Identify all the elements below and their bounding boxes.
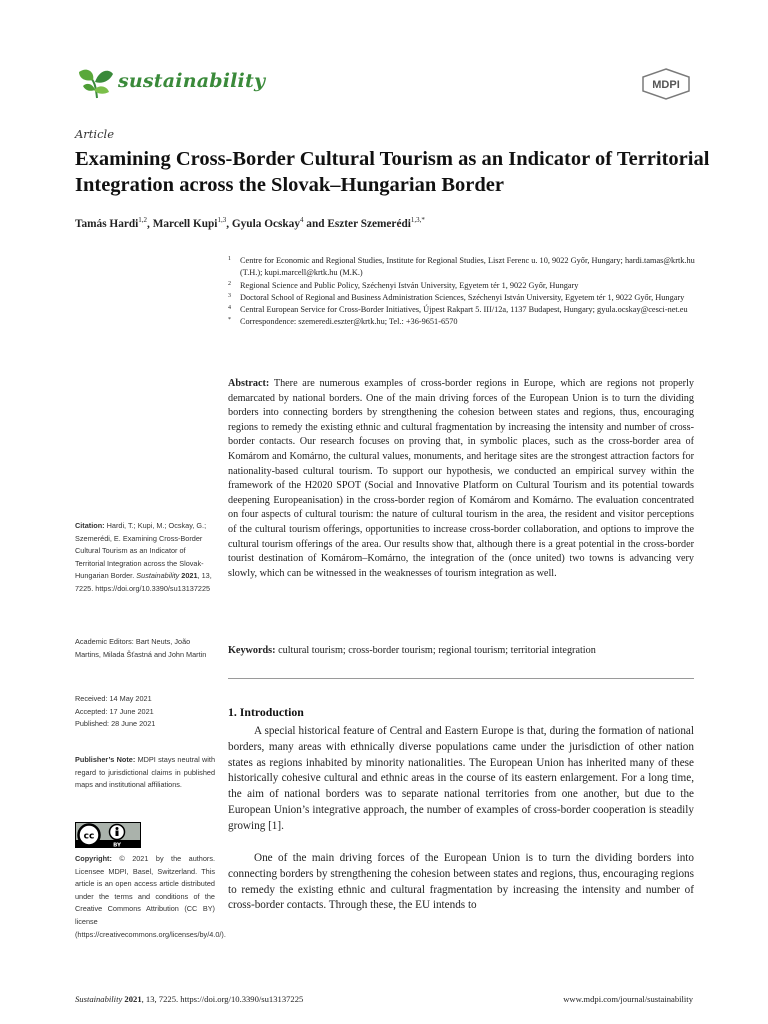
abstract-text: There are numerous examples of cross-border regions in Europe, which are regions not properly demarcated by national borders. One of the main driving forces of the European Union is to turn the dividing borders into connecting borders by strengthening the cohesion between states and regions, thus, encouraging regions to remedy the existing ethnic and cultural fragmentation by increasing the intensity and number of cross-border contacts. Our research focuses on proving that, in symbolic places, such as the cross-border area of Komárom and Komárno, the cultural values, monuments, and heritage sites are the strongest attraction factors for nationality-based cultural tourism. To support our hypothesis, we conducted an empirical survey within the framework of the H2020 SPOT (Social and Innovative Platform on Cultural Tourism and its potential towards deepening Europeanisation) in the cross-border region of Komárom and Komárno. The evaluation concentrated on four aspects of cultural tourism: the nature of cultural tourism in the area, the resident and visitor perceptions of the cultural tourism offerings, opportunities to increase cross-border collaboration, and options to improve the cultural tourism offerings of the area. Our results show that, although there is a great potential in the cross-border tourist destination of Komárom–Komárno, the integration of the (once united) two towns is advancing very slowly, which can be witnessed in the weaknesses of tourism integration as well. bbox=[228, 378, 694, 579]
affiliations bbox=[228, 255, 698, 329]
citation-journal: Sustainability bbox=[136, 571, 180, 581]
keywords-label: Keywords: bbox=[228, 645, 276, 656]
copyright-label: Copyright: bbox=[75, 854, 112, 863]
keywords bbox=[228, 644, 694, 659]
affiliation-number: 4 bbox=[228, 305, 231, 312]
footer-doi[interactable]: , 13, 7225. https://doi.org/10.3390/su13137225 bbox=[141, 994, 304, 1004]
citation-year: 2021 bbox=[181, 571, 198, 581]
affiliation-number: * bbox=[228, 317, 231, 324]
article-title: Examining Cross-Border Cultural Tourism as an Indicator of Territorial Integration across the Slovak–Hungarian Border bbox=[75, 148, 710, 196]
author-affiliation-marker: 4 bbox=[299, 216, 304, 224]
author-list bbox=[75, 216, 715, 230]
received-date: Received: 14 May 2021 bbox=[75, 694, 152, 703]
leaf-icon bbox=[79, 70, 113, 98]
author-affiliation-marker: 1,3 bbox=[217, 216, 227, 224]
copyright-block bbox=[75, 853, 226, 941]
article-type: Article bbox=[75, 127, 115, 141]
author-separator: , bbox=[226, 217, 232, 230]
publisher-note-label: Publisher’s Note: bbox=[75, 755, 136, 764]
affiliation-text: Correspondence: szemeredi.eszter@krtk.hu; Tel.: +36-9651-6570 bbox=[240, 317, 458, 327]
author-name: Marcell Kupi bbox=[152, 217, 218, 230]
journal-name: sustainability bbox=[118, 70, 266, 92]
author-name: Tamás Hardi bbox=[75, 217, 139, 230]
svg-text:cc: cc bbox=[83, 831, 95, 842]
affiliation-item bbox=[228, 255, 698, 280]
author-separator: and bbox=[303, 217, 328, 230]
citation-doi[interactable]: , 13, 7225. https://doi.org/10.3390/su13137225 bbox=[75, 571, 212, 593]
affiliation-number: 1 bbox=[228, 256, 231, 262]
intro-heading: 1. Introduction bbox=[228, 705, 304, 719]
publisher-note bbox=[75, 754, 215, 792]
footer-year: 2021 bbox=[124, 994, 142, 1004]
section-divider bbox=[228, 678, 694, 679]
author-affiliation-marker: 1,2 bbox=[138, 216, 148, 224]
published-date: Published: 28 June 2021 bbox=[75, 719, 156, 729]
accepted-date: Accepted: 17 June 2021 bbox=[75, 706, 154, 716]
citation-text: Hardi, T.; Kupi, M.; Ocskay, G.; Szemerédi, E. Examining Cross-Border Cultural Tourism as an Indicator of Territorial Integration across the Slovak-Hungarian Border. bbox=[75, 521, 207, 581]
affiliation-item bbox=[228, 280, 698, 292]
affiliation-text: Regional Science and Public Policy, Széchenyi István University, Egyetem tér 1, 9022 Győr, Hungary bbox=[240, 280, 579, 290]
citation-label: Citation: bbox=[75, 521, 105, 530]
intro-paragraph-2: One of the main driving forces of the European Union is to turn the dividing borders into connecting borders by strengthening the cohesion between states and regions, thus, encouraging regions to remedy the existing ethnic and cultural fragmentation by increasing the intensity and number of cross-border contacts. Through these, the EU intends to bbox=[228, 852, 694, 912]
intro-paragraph-1: A special historical feature of Central and Eastern Europe is that, during the formation of national borders, many areas with ethnically diverse populations came under the jurisdiction of other nation states as regions inhabited by minority nationalities. The European Union has inherited many of these historically cohesive cultural and ethnic areas in the course of its eastern enlargement. For a long time, the aim of national borders was to separate national territories from one another, but due to the European Union’s integrative approach, the number of examples of cross-border cooperation is steadily growing [1]. bbox=[228, 725, 694, 832]
affiliation-text: Doctoral School of Regional and Business Administration Sciences, Széchenyi István University, Egyetem tér 1, 9022 Győr, Hungary bbox=[240, 292, 685, 302]
cc-by-label: BY bbox=[113, 842, 121, 848]
publisher-note-text: MDPI stays neutral with regard to jurisdictional claims in published maps and institutional affiliations. bbox=[75, 755, 215, 790]
affiliation-text: Centre for Economic and Regional Studies, Institute for Regional Studies, Liszt Ferenc u. 10, 9022 Győr, Hungary; hardi.tamas@krtk.hu (T.H.); kupi.marcell@krtk.hu (M.K.) bbox=[240, 256, 695, 278]
affiliation-item bbox=[228, 292, 698, 304]
citation-block bbox=[75, 520, 215, 596]
affiliation-text: Central European Service for Cross-Border Initiatives, Újpest Rakpart 5. III/12a, 1137 Budapest, Hungary; gyula.ocskay@cesci-net.eu bbox=[240, 305, 688, 315]
cc-by-license-icon[interactable] bbox=[75, 822, 141, 848]
affiliation-number: 2 bbox=[228, 280, 231, 287]
affiliation-item bbox=[228, 316, 698, 328]
mdpi-logo-icon bbox=[640, 68, 692, 100]
footer-journal: Sustainability bbox=[75, 994, 123, 1004]
affiliation-number: 3 bbox=[228, 292, 231, 299]
publisher-name: MDPI bbox=[652, 79, 680, 91]
author-separator: , bbox=[147, 217, 153, 230]
abstract-label: Abstract: bbox=[228, 378, 270, 389]
footer-journal-url[interactable]: www.mdpi.com/journal/sustainability bbox=[563, 994, 693, 1004]
academic-editors: Academic Editors: Bart Neuts, João Martins, Milada Šťastná and John Martin bbox=[75, 637, 207, 659]
author-affiliation-marker: 1,3,* bbox=[410, 216, 425, 224]
footer-citation bbox=[75, 994, 303, 1004]
dates-block bbox=[75, 693, 215, 731]
abstract bbox=[228, 377, 694, 581]
keywords-text: cultural tourism; cross-border tourism; regional tourism; territorial integration bbox=[278, 645, 596, 656]
affiliation-item bbox=[228, 304, 698, 316]
author-name: Eszter Szemerédi bbox=[327, 217, 411, 230]
copyright-text: © 2021 by the authors. Licensee MDPI, Basel, Switzerland. This article is an open access article distributed under the terms and conditions of the Creative Commons Attribution (CC BY) license (https://creativecommons.org/licenses/by/4.0/). bbox=[75, 854, 226, 939]
author-name: Gyula Ocskay bbox=[231, 217, 300, 230]
